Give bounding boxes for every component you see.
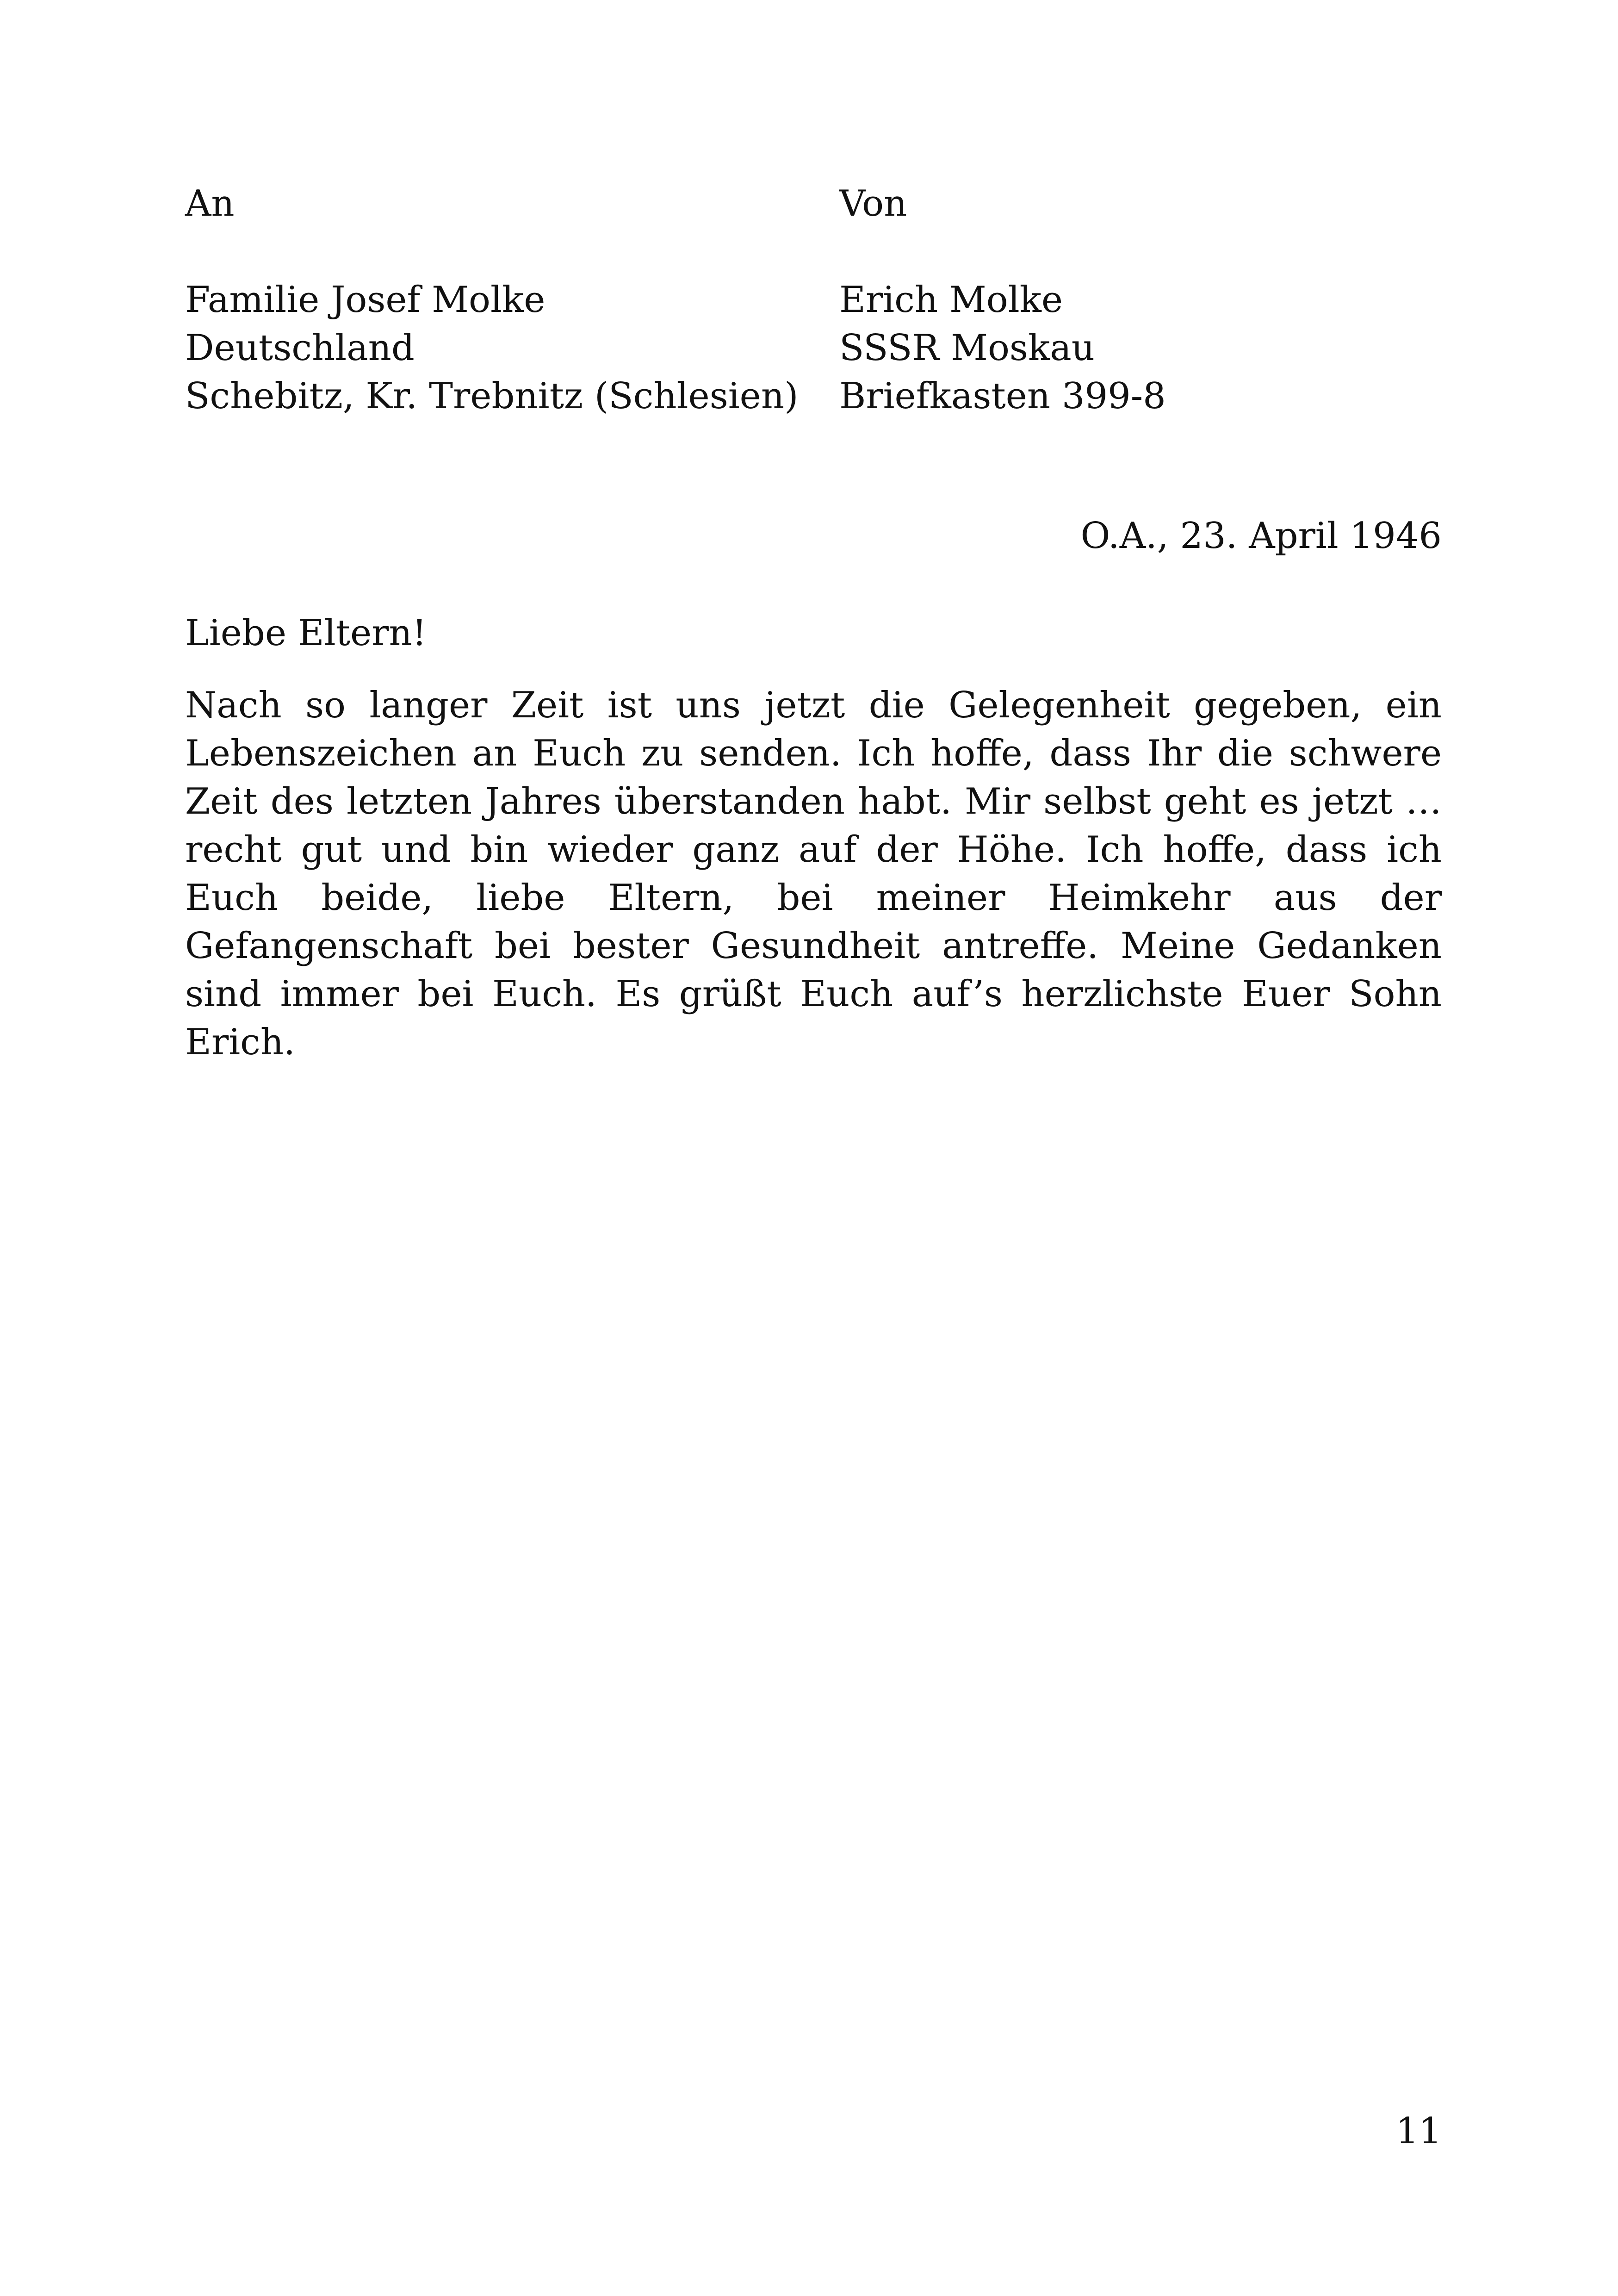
letter-body: Nach so langer Zeit ist uns jetzt die Gelegenheit gegeben, ein Lebenszeichen an Euch zu senden. Ich hoffe, dass Ihr die schwere Zeit des letzten Jahres überstanden habt. Mir selbst geht es jetzt … recht gut und bin wieder ganz auf der Höhe. Ich hoffe, dass ich Euch beide, liebe Eltern, bei meiner Heimkehr aus der Gefangenschaft bei bester Gesundheit antreffe. Meine Gedanken sind immer bei Euch. Es grüßt Euch auf’s herzlichste Euer Sohn Erich.	[185, 684, 1442, 1063]
recipient-heading: An	[185, 183, 235, 224]
sender-country: SSSR Moskau	[839, 327, 1095, 369]
recipient-country: Deutschland	[185, 327, 415, 369]
recipient-name: Familie Josef Molke	[185, 279, 546, 321]
sender-name: Erich Molke	[839, 279, 1063, 321]
salutation: Liebe Eltern!	[185, 612, 427, 654]
page-number: 11	[1395, 2110, 1442, 2152]
sender-mailbox: Briefkasten 399-8	[839, 375, 1166, 417]
sender-heading: Von	[839, 183, 907, 224]
recipient-address	[185, 180, 839, 420]
letter-date: O.A., 23. April 1946	[1080, 515, 1442, 557]
sender-address	[839, 180, 1442, 420]
recipient-location: Schebitz, Kr. Trebnitz (Schlesien)	[185, 375, 799, 417]
address-block	[185, 180, 1442, 420]
